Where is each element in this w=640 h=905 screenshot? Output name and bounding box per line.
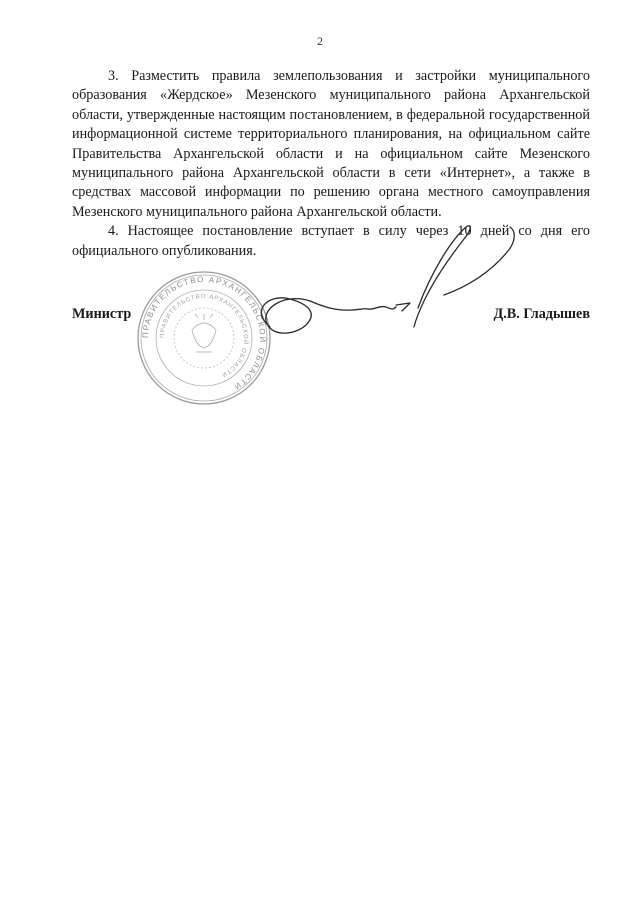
paragraph-3: 3. Разместить правила землепользования и застройки муниципального образования «Жердское» Мезенского муниципального района Архангельской области, утвержденные настоящим постановлением, в федеральной государственной информационной системе территориального планирования, на официальном сайте Правительства Архангельской области и на официальном сайте Мезенского муниципального района Архангельской области в сети «Интернет», а также в средствах массовой информации по решению органа местного самоуправления Мезенского муниципального района Архангельской области.	[72, 68, 590, 220]
signatory-title: Министр	[72, 306, 132, 322]
page-number: 2	[317, 34, 323, 48]
seal-inner-text: ПРАВИТЕЛЬСТВО АРХАНГЕЛЬСКОЙ ОБЛАСТИ	[159, 293, 249, 378]
signatory-name: Д.В. Гладышев	[493, 306, 590, 322]
seal-outer-text: ПРАВИТЕЛЬСТВО АРХАНГЕЛЬСКОЙ ОБЛАСТИ	[140, 274, 268, 393]
paragraph-4: 4. Настоящее постановление вступает в силу через 10 дней со дня его официального опубликования.	[72, 223, 590, 259]
handwritten-signature	[240, 215, 530, 360]
signature-block	[72, 306, 590, 326]
